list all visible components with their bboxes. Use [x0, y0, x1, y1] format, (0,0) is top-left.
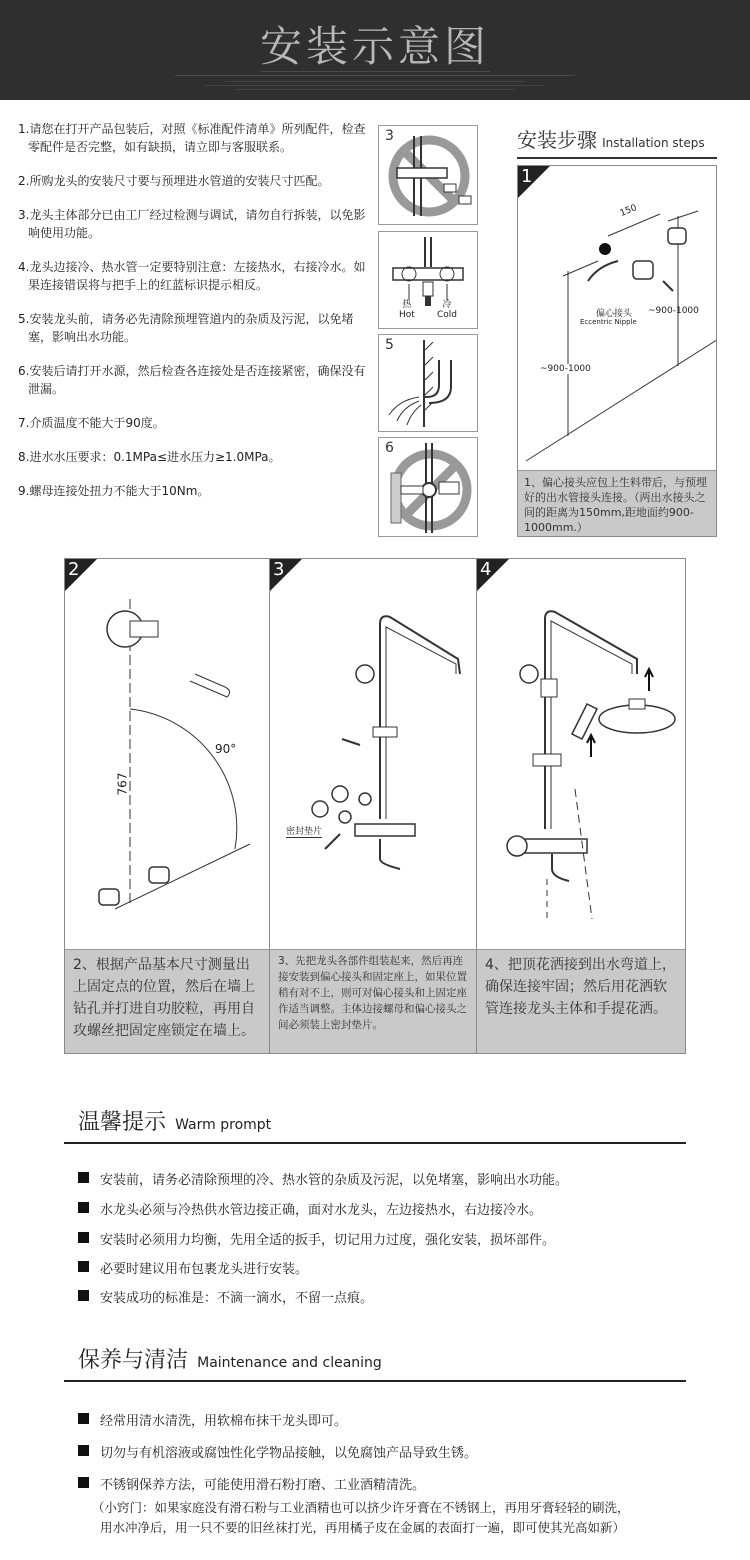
- step-4-panel: 4 4、把顶花洒接到出水弯道上，确保连接牢固；然后用花洒软管连接龙头主体和手提花洒。: [476, 558, 686, 1054]
- section-divider: [64, 1142, 686, 1144]
- header-decor-line: [205, 85, 545, 86]
- step-3-diagram: [270, 559, 477, 949]
- step-1-caption: 1、偏心接头应包上生料带后，与预埋好的出水管接头连接。（两出水接头之间的距离为150mm,距地面约900-1000mm.）: [518, 470, 716, 536]
- bullet-square-icon: [78, 1202, 89, 1213]
- step-2-caption: 2、根据产品基本尺寸测量出上固定点的位置，然后在墙上钻孔并打进自功胶粒，再用自攻螺丝把固定座锁定在墙上。: [65, 949, 269, 1053]
- warm-prompt-item: 安装成功的标准是：不滴一滴水，不留一点痕。: [78, 1287, 698, 1316]
- step-2-diagram: [65, 559, 270, 949]
- bullet-square-icon: [78, 1445, 89, 1456]
- dim-height-left: ~900-1000: [540, 364, 591, 374]
- side-icon-flush-pipe: 5: [378, 334, 478, 432]
- page-header: [0, 0, 750, 100]
- dim-767: 767: [115, 772, 130, 796]
- note-item: 2.所购龙头的安装尺寸要与预埋进水管道的安装尺寸匹配。: [18, 174, 330, 188]
- step-1-panel: 1 150 ~900-1000 ~900-1000 偏心接头 Eccentric Nipple 1、偏心接头应包上生料带后，与预埋好的出水管接头连接。（两出水接头之间的距离为150mm,距地面约900-1000mm.）: [517, 165, 717, 537]
- warm-prompt-item: 安装时必须用力均衡，先用全适的扳手，切记用力过度，强化安装，损坏部件。: [78, 1229, 698, 1258]
- note-item: 1.请您在打开产品包装后，对照《标准配件清单》所列配件，检查零配件是否完整，如有缺损，请立即与客服联系。: [18, 122, 366, 154]
- maintenance-list: [78, 1410, 698, 1538]
- note-item: 9.螺母连接处扭力不能大于10Nm。: [18, 484, 210, 498]
- header-decor-line: [225, 81, 525, 82]
- side-icon-hot-cold: [378, 231, 478, 329]
- eccentric-nipple-cn: 偏心接头: [596, 309, 633, 319]
- maintenance-item: 切勿与有机溶液或腐蚀性化学物品接触，以免腐蚀产品导致生锈。: [78, 1442, 698, 1474]
- warm-prompt-title: 温馨提示 Warm prompt: [78, 1110, 272, 1135]
- installation-notes: [18, 120, 368, 516]
- header-decor-line: [260, 71, 490, 72]
- bullet-square-icon: [78, 1261, 89, 1272]
- step-3-caption: 3、先把龙头各部件组装起来，然后再连接安装到偏心接头和固定座上，如果位置稍有对不上，则可对偏心接头和上固定座作适当调整。主体边接螺母和偏心接头之间必须装上密封垫片。: [270, 949, 476, 1053]
- gasket-label: 密封垫片: [286, 824, 322, 838]
- header-decor-line: [235, 89, 515, 90]
- note-item: 5.安装龙头前，请务必先清除预埋管道内的杂质及污泥，以免堵塞，影响出水功能。: [18, 312, 354, 344]
- note-item: 7.介质温度不能大于90度。: [18, 416, 165, 430]
- warm-prompt-item: 水龙头必须与冷热供水管边接正确，面对水龙头，左边接热水，右边接冷水。: [78, 1199, 698, 1229]
- page-title: 安装示意图: [259, 22, 490, 71]
- maintenance-title: 保养与清洁 Maintenance and cleaning: [78, 1348, 382, 1373]
- step-4-caption: 4、把顶花洒接到出水弯道上，确保连接牢固；然后用花洒软管连接龙头主体和手提花洒。: [477, 949, 685, 1053]
- bullet-square-icon: [78, 1172, 89, 1183]
- warm-prompt-item: 安装前，请务必清除预埋的冷、热水管的杂质及污泥，以免堵塞，影响出水功能。: [78, 1169, 698, 1199]
- hot-label: 热 Hot: [399, 300, 415, 320]
- hot-cold-valve-icon: [379, 232, 477, 328]
- maintenance-tip: （小窍门：如果家庭没有滑石粉与工业酒精也可以挤少许牙膏在不锈钢上，再用牙膏轻轻的刷洗， 用水冲净后，用一只不要的旧丝袜打光，再用橘子皮在金属的表面打一遍，即可使其光高如新）: [92, 1500, 630, 1535]
- section-divider: [64, 1380, 686, 1382]
- step-3-panel: 3 密封垫片 3、先把龙头各部件组装起来，然后再连接安装到偏心接头和固定座上，如果位置稍有对不上，则可对偏心接头和上固定座作适当调整。主体边接螺母和偏心接头之间必须装上密封垫片。: [269, 558, 477, 1054]
- bullet-square-icon: [78, 1477, 89, 1488]
- bullet-square-icon: [78, 1232, 89, 1243]
- note-item: 6.安装后请打开水源，然后检查各连接处是否连接紧密，确保没有泄漏。: [18, 364, 366, 396]
- installation-steps-title: 安装步骤 Installation steps: [517, 124, 717, 159]
- side-icon-prohibited-install: 3: [378, 125, 478, 225]
- header-decor-line: [175, 75, 575, 76]
- step-2-panel: 2 90° 767 2、根据产品基本尺寸测量出上固定点的位置，然后在墙上钻孔并打进自功胶粒，再用自攻螺丝把固定座锁定在墙上。: [64, 558, 270, 1054]
- maintenance-item: 经常用清水清洗，用软棉布抹干龙头即可。: [78, 1410, 698, 1442]
- dim-height-right: ~900-1000: [648, 306, 699, 316]
- bullet-square-icon: [78, 1413, 89, 1424]
- dim-150: 150: [618, 203, 639, 219]
- eccentric-nipple-en: Eccentric Nipple: [580, 318, 637, 326]
- maintenance-item: 不锈钢保养方法，可能使用滑石粉打磨、工业酒精清洗。: [78, 1474, 698, 1498]
- step-4-diagram: [477, 559, 686, 949]
- note-item: 8.进水水压要求：0.1MPa≤进水压力≥1.0MPa。: [18, 450, 281, 464]
- cold-label: 冷 Cold: [437, 300, 458, 320]
- warm-prompt-item: 必要时建议用布包裹龙头进行安装。: [78, 1258, 698, 1287]
- warm-prompt-list: [78, 1169, 698, 1316]
- angle-label: 90°: [215, 742, 237, 756]
- note-item: 3.龙头主体部分已由工厂经过检测与调试，请勿自行拆装，以免影响使用功能。: [18, 208, 366, 240]
- side-icon-prohibited-wall: 6: [378, 437, 478, 537]
- bullet-square-icon: [78, 1290, 89, 1301]
- note-item: 4.龙头边接冷、热水管一定要特别注意：左接热水，右接冷水。如果连接错误将与把手上的红蓝标识提示相反。: [18, 260, 366, 292]
